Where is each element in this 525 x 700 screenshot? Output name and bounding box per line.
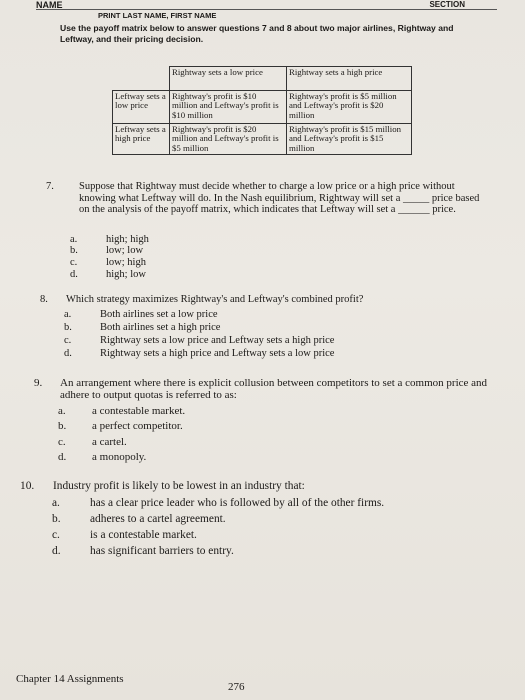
option-text: Both airlines set a high price bbox=[100, 322, 221, 333]
question-number: 9. bbox=[34, 377, 43, 389]
option-letter: d. bbox=[64, 348, 72, 359]
option-letter: a. bbox=[58, 405, 66, 417]
option-letter: b. bbox=[58, 420, 67, 432]
question-number: 8. bbox=[40, 294, 48, 305]
section-label: SECTION bbox=[429, 0, 465, 9]
page-number: 276 bbox=[228, 681, 245, 693]
option-text: has significant barriers to entry. bbox=[90, 545, 234, 557]
option-text: is a contestable market. bbox=[90, 529, 197, 541]
matrix-cell-low-high: Rightway's profit is $5 million and Leftway's profit is $20 million bbox=[287, 91, 412, 124]
footer-chapter: Chapter 14 Assignments bbox=[16, 673, 124, 685]
option-letter: d. bbox=[58, 451, 67, 463]
option-letter: c. bbox=[58, 436, 66, 448]
option-letter: c. bbox=[70, 257, 78, 268]
header-rule bbox=[36, 9, 497, 10]
option-text: low; high bbox=[106, 257, 146, 268]
question-stem: Suppose that Rightway must decide whether to charge a low price or a high price without knowing what Leftway will do. In the Nash equilibrium, Rightway will set a _____ price based on the analysis of the payoff matrix, which indicates that Leftway will set a ______ price. bbox=[79, 181, 480, 216]
option-letter: a. bbox=[64, 309, 72, 320]
matrix-col-header-low: Rightway sets a low price bbox=[170, 67, 287, 91]
option-letter: b. bbox=[52, 513, 61, 525]
option-letter: d. bbox=[52, 545, 61, 557]
option-letter: b. bbox=[70, 245, 78, 256]
question-stem: An arrangement where there is explicit collusion between competitors to set a common price and adhere to output quotas is referred to as: bbox=[60, 377, 488, 401]
question-stem: Which strategy maximizes Rightway's and Leftway's combined profit? bbox=[66, 294, 364, 305]
matrix-corner bbox=[113, 67, 170, 91]
name-label: NAME bbox=[36, 0, 63, 10]
payoff-matrix bbox=[112, 66, 412, 155]
option-letter: a. bbox=[70, 234, 78, 245]
question-stem: Industry profit is likely to be lowest in an industry that: bbox=[53, 480, 305, 492]
option-letter: b. bbox=[64, 322, 72, 333]
option-text: adheres to a cartel agreement. bbox=[90, 513, 226, 525]
option-text: a perfect competitor. bbox=[92, 420, 183, 432]
matrix-cell-high-high: Rightway's profit is $15 million and Leftway's profit is $15 million bbox=[287, 124, 412, 155]
option-text: a monopoly. bbox=[92, 451, 147, 463]
matrix-cell-high-low: Rightway's profit is $20 million and Leftway's profit is $5 million bbox=[170, 124, 287, 155]
intro-instructions: Use the payoff matrix below to answer questions 7 and 8 about two major airlines, Rightway and Leftway, and their pricing decision. bbox=[60, 23, 454, 44]
option-text: Rightway sets a low price and Leftway sets a high price bbox=[100, 335, 335, 346]
option-text: a cartel. bbox=[92, 436, 127, 448]
option-text: a contestable market. bbox=[92, 405, 186, 417]
option-text: high; low bbox=[106, 269, 146, 280]
print-name-label: PRINT LAST NAME, FIRST NAME bbox=[98, 11, 217, 20]
option-text: Both airlines set a low price bbox=[100, 309, 218, 320]
matrix-col-header-high: Rightway sets a high price bbox=[287, 67, 412, 91]
option-letter: a. bbox=[52, 497, 60, 509]
option-letter: c. bbox=[64, 335, 72, 346]
matrix-row-header-low: Leftway sets a low price bbox=[113, 91, 170, 124]
matrix-cell-low-low: Rightway's profit is $10 million and Leftway's profit is $10 million bbox=[170, 91, 287, 124]
option-text: has a clear price leader who is followed by all of the other firms. bbox=[90, 497, 385, 509]
matrix-row-header-high: Leftway sets a high price bbox=[113, 124, 170, 155]
option-letter: c. bbox=[52, 529, 60, 541]
option-text: low; low bbox=[106, 245, 144, 256]
question-number: 7. bbox=[46, 181, 54, 192]
option-letter: d. bbox=[70, 269, 78, 280]
option-text: Rightway sets a high price and Leftway sets a low price bbox=[100, 348, 335, 359]
question-number: 10. bbox=[20, 480, 35, 492]
option-text: high; high bbox=[106, 234, 149, 245]
